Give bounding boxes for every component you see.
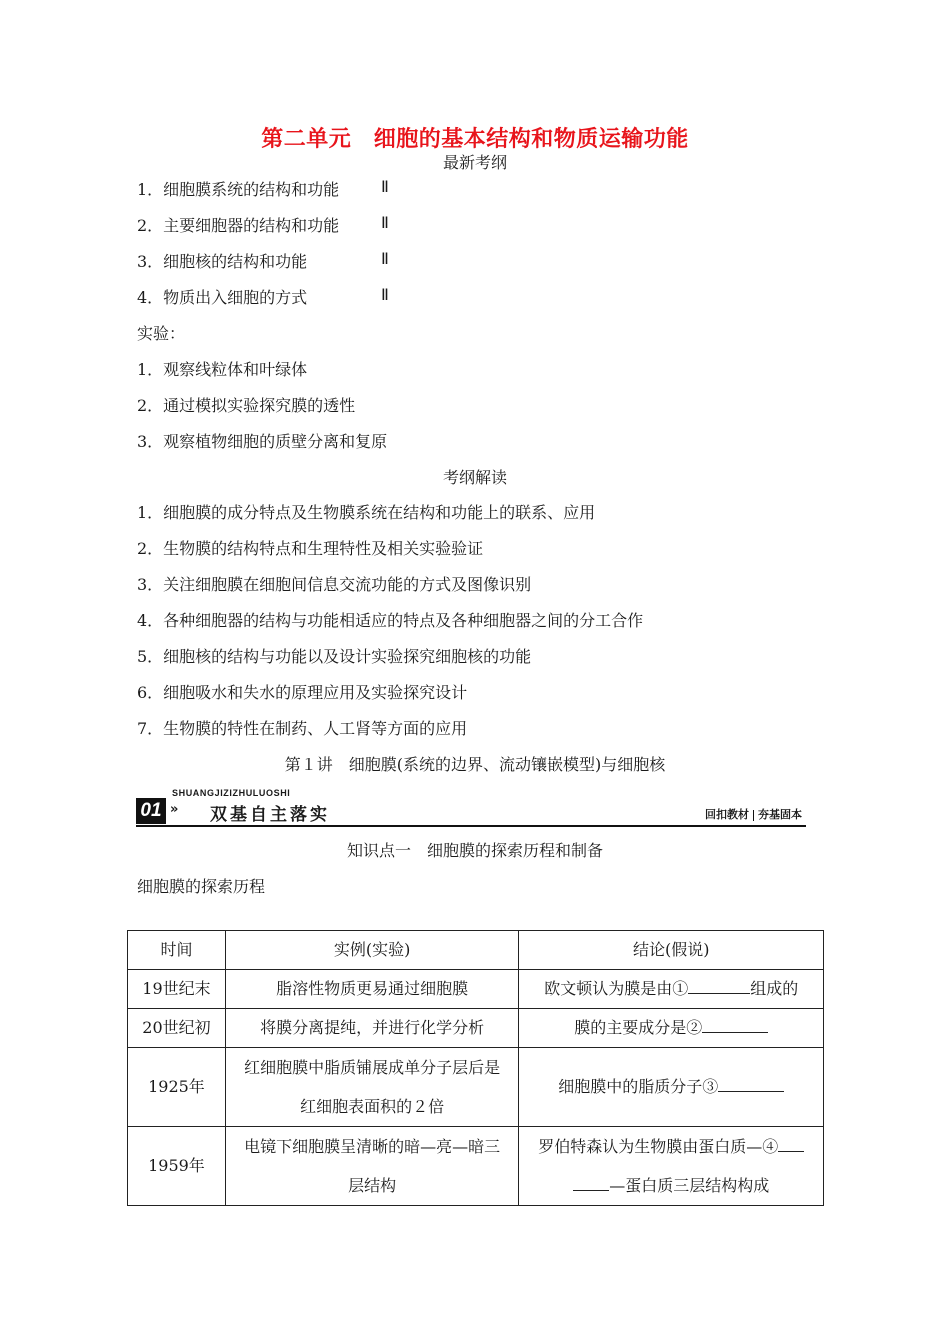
- interpretation-item: 3．关注细胞膜在细胞间信息交流功能的方式及图像识别: [137, 575, 532, 594]
- experiments-label: 实验：: [137, 324, 186, 343]
- syllabus-level: Ⅱ: [381, 251, 389, 268]
- banner-pinyin: SHUANGJIZIZHULUOSHI: [172, 788, 291, 798]
- example-text: 红细胞膜中脂质铺展成单分子层后是: [244, 1058, 501, 1077]
- answer-blank[interactable]: [718, 1077, 784, 1092]
- interpretation-heading: 考纲解读: [442, 468, 507, 487]
- conclusion-text: 膜的主要成分是②: [574, 1018, 703, 1037]
- interpretation-item: 7．生物膜的特性在制药、人工肾等方面的应用: [137, 719, 468, 738]
- column-header: 实例(实验): [225, 931, 519, 970]
- time-cell: 1959年: [128, 1127, 226, 1206]
- experiment-item: 3．观察植物细胞的质壁分离和复原: [137, 432, 388, 451]
- syllabus-level: Ⅱ: [381, 179, 389, 196]
- banner-tag-b: 夯基固本: [758, 808, 802, 821]
- divider: [753, 810, 754, 821]
- table-row: [128, 1009, 824, 1048]
- example-text: 红细胞表面积的２倍: [300, 1097, 445, 1116]
- banner-tag-a: 回扣教材: [705, 808, 749, 821]
- interpretation-item: 1．细胞膜的成分特点及生物膜系统在结构和功能上的联系、应用: [137, 503, 596, 522]
- conclusion-text: 组成的: [750, 979, 799, 998]
- syllabus-item: 3．细胞核的结构和功能: [137, 252, 308, 271]
- answer-blank[interactable]: [573, 1176, 609, 1191]
- history-table: [127, 930, 824, 1206]
- section-banner: [136, 780, 806, 830]
- answer-blank[interactable]: [778, 1137, 804, 1152]
- interpretation-item: 2．生物膜的结构特点和生理特性及相关实验验证: [137, 539, 484, 558]
- example-cell: 脂溶性物质更易通过细胞膜: [225, 970, 519, 1009]
- syllabus-heading: 最新考纲: [442, 153, 507, 172]
- syllabus-item: 1．细胞膜系统的结构和功能: [137, 180, 340, 199]
- table-row: [128, 1048, 824, 1127]
- syllabus-item: 2．主要细胞器的结构和功能: [137, 216, 340, 235]
- interpretation-item: 5．细胞核的结构与功能以及设计实验探究细胞核的功能: [137, 647, 532, 666]
- conclusion-text: 欧文顿认为膜是由①: [544, 979, 689, 998]
- lecture-title: 第１讲 细胞膜(系统的边界、流动镶嵌模型)与细胞核: [284, 755, 666, 774]
- example-cell: [225, 1127, 519, 1206]
- interpretation-item: 6．细胞吸水和失水的原理应用及实验探究设计: [137, 683, 468, 702]
- example-cell: [225, 1048, 519, 1127]
- time-cell: 1925年: [128, 1048, 226, 1127]
- syllabus-item: 4．物质出入细胞的方式: [137, 288, 308, 307]
- answer-blank[interactable]: [688, 979, 750, 994]
- interpretation-item: 4．各种细胞器的结构与功能相适应的特点及各种细胞器之间的分工合作: [137, 611, 644, 630]
- conclusion-cell: [519, 1127, 824, 1206]
- divider: [136, 825, 806, 827]
- section-label: 细胞膜的探索历程: [137, 877, 266, 896]
- banner-number: 01: [136, 798, 166, 824]
- example-text: 电镜下细胞膜呈清晰的暗—亮—暗三: [244, 1137, 501, 1156]
- experiment-item: 2．通过模拟实验探究膜的透性: [137, 396, 356, 415]
- conclusion-text: 细胞膜中的脂质分子③: [558, 1077, 719, 1096]
- conclusion-cell: [519, 970, 824, 1009]
- banner-tagline: [705, 806, 802, 822]
- example-text: 层结构: [348, 1176, 397, 1195]
- time-cell: 19世纪末: [128, 970, 226, 1009]
- table-header-row: [128, 931, 824, 970]
- time-cell: 20世纪初: [128, 1009, 226, 1048]
- column-header: 结论(假说): [519, 931, 824, 970]
- table-row: [128, 970, 824, 1009]
- syllabus-level: Ⅱ: [381, 215, 389, 232]
- double-chevron-icon: »: [170, 802, 179, 817]
- experiment-item: 1．观察线粒体和叶绿体: [137, 360, 308, 379]
- conclusion-text: —蛋白质三层结构构成: [609, 1176, 770, 1195]
- table-row: [128, 1127, 824, 1206]
- syllabus-level: Ⅱ: [381, 287, 389, 304]
- conclusion-cell: [519, 1009, 824, 1048]
- conclusion-cell: [519, 1048, 824, 1127]
- conclusion-text: 罗伯特森认为生物膜由蛋白质—④: [538, 1137, 779, 1156]
- banner-title: 双基自主落实: [210, 805, 330, 825]
- page-title: 第二单元 细胞的基本结构和物质运输功能: [261, 127, 689, 152]
- column-header: 时间: [128, 931, 226, 970]
- knowledge-point-title: 知识点一 细胞膜的探索历程和制备: [346, 841, 603, 860]
- example-cell: 将膜分离提纯，并进行化学分析: [225, 1009, 519, 1048]
- answer-blank[interactable]: [702, 1018, 768, 1033]
